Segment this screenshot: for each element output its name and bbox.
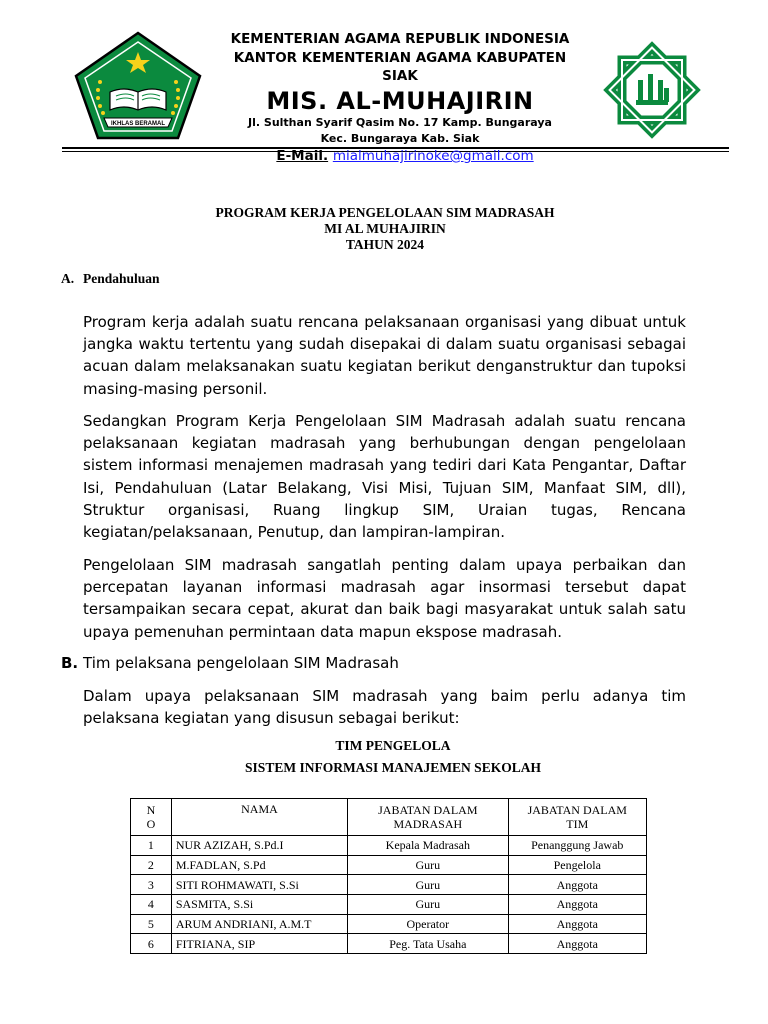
kemenag-logo — [70, 30, 206, 142]
cell-no: 2 — [131, 855, 172, 875]
section-a-title: Pendahuluan — [83, 271, 160, 286]
section-a-paragraph-1: Program kerja adalah suatu rencana pelaksanaan organisasi yang dibuat untuk jangka waktu tertentu yang sudah disepakai di dalam suatu organisasi sebagai acuan dalam melaksanakan suatu kegiatan berikut denganstruktur dan tupoksi masing-masing personil. — [83, 313, 686, 398]
doc-title-line2: MI AL MUHAJIRIN — [324, 221, 446, 236]
section-a-heading — [61, 271, 160, 287]
cell-tim: Anggota — [508, 895, 647, 915]
cell-nama: SASMITA, S.Si — [171, 895, 347, 915]
cell-nama: SITI ROHMAWATI, S.Si — [171, 875, 347, 895]
cell-no: 1 — [131, 836, 172, 856]
cell-jabatan: Guru — [348, 875, 508, 895]
team-table-subtitle: SISTEM INFORMASI MANAJEMEN SEKOLAH — [245, 760, 541, 775]
header-no: N O — [131, 799, 172, 836]
header-jabatan-madrasah: JABATAN DALAM MADRASAH — [348, 799, 508, 836]
section-b-title: Tim pelaksana pengelolaan SIM Madrasah — [83, 654, 399, 672]
cell-nama: FITRIANA, SIP — [171, 934, 347, 954]
cell-tim: Anggota — [508, 875, 647, 895]
table-row — [131, 934, 647, 954]
cell-nama: ARUM ANDRIANI, A.M.T — [171, 914, 347, 934]
cell-no: 4 — [131, 895, 172, 915]
kemenag-logo-motto: IKHLAS BERAMAL — [111, 121, 165, 127]
cell-tim: Penanggung Jawab — [508, 836, 647, 856]
cell-nama: NUR AZIZAH, S.Pd.I — [171, 836, 347, 856]
letterhead-email — [200, 148, 610, 164]
letterhead-region: SIAK — [382, 68, 418, 84]
header-nama: NAMA — [171, 799, 347, 836]
doc-title-line1: PROGRAM KERJA PENGELOLAAN SIM MADRASAH — [215, 205, 555, 220]
section-b-number: B. — [61, 654, 79, 672]
table-row — [131, 855, 647, 875]
cell-tim: Anggota — [508, 914, 647, 934]
table-row — [131, 875, 647, 895]
email-link[interactable]: mialmuhajirinoke@gmail.com — [332, 148, 534, 164]
letterhead-ministry: KEMENTERIAN AGAMA REPUBLIK INDONESIA — [230, 31, 570, 47]
letterhead-school-name: MIS. AL-MUHAJIRIN — [266, 87, 534, 115]
team-table-header-row — [131, 799, 647, 836]
madrasah-logo — [598, 36, 706, 144]
email-label: E-Mail. — [276, 148, 329, 164]
letterhead-office: KANTOR KEMENTERIAN AGAMA KABUPATEN — [233, 50, 567, 66]
cell-tim: Anggota — [508, 934, 647, 954]
team-table-title: TIM PENGELOLA — [335, 738, 451, 753]
cell-no: 6 — [131, 934, 172, 954]
header-jabatan-tim: JABATAN DALAM TIM — [508, 799, 647, 836]
letterhead-address-district: Kec. Bungaraya Kab. Siak — [320, 132, 480, 145]
table-row — [131, 914, 647, 934]
team-table — [130, 798, 647, 954]
section-a-paragraph-2: Sedangkan Program Kerja Pengelolaan SIM Madrasah adalah suatu rencana pelaksanaan kegiatan madrasah yang berhubungan dengan pengelolaan sistem informasi menajemen madrasah yang tediri dari Kata Pengantar, Daftar Isi, Pendahuluan (Latar Belakang, Visi Misi, Tujuan SIM, Manfaat SIM, dll), Struktur organisasi, Ruang lingkup SIM, Uraian tugas, Rencana kegiatan/pelaksanaan, Penutup, dan lampiran-lampiran. — [83, 412, 686, 542]
cell-tim: Pengelola — [508, 855, 647, 875]
section-a-number: A. — [61, 271, 75, 286]
table-row — [131, 836, 647, 856]
cell-jabatan: Peg. Tata Usaha — [348, 934, 508, 954]
letterhead-address-street: Jl. Sulthan Syarif Qasim No. 17 Kamp. Bungaraya — [248, 116, 552, 129]
section-b-paragraph-1: Dalam upaya pelaksanaan SIM madrasah yang baim perlu adanya tim pelaksana kegiatan yang disusun sebagai berikut: — [83, 687, 686, 728]
table-row — [131, 895, 647, 915]
cell-jabatan: Operator — [348, 914, 508, 934]
section-a-paragraph-3: Pengelolaan SIM madrasah sangatlah penting dalam upaya perbaikan dan percepatan layanan informasi madrasah agar insormasi tersebut dapat tersampaikan secara cepat, akurat dan baik bagi masyarakat untuk salah satu upaya pemenuhan permintaan data mapun ekspose madrasah. — [83, 556, 686, 641]
doc-title-line3: TAHUN 2024 — [345, 237, 425, 252]
cell-jabatan: Guru — [348, 855, 508, 875]
cell-nama: M.FADLAN, S.Pd — [171, 855, 347, 875]
section-b-heading — [61, 654, 399, 672]
cell-jabatan: Guru — [348, 895, 508, 915]
cell-no: 3 — [131, 875, 172, 895]
cell-jabatan: Kepala Madrasah — [348, 836, 508, 856]
cell-no: 5 — [131, 914, 172, 934]
